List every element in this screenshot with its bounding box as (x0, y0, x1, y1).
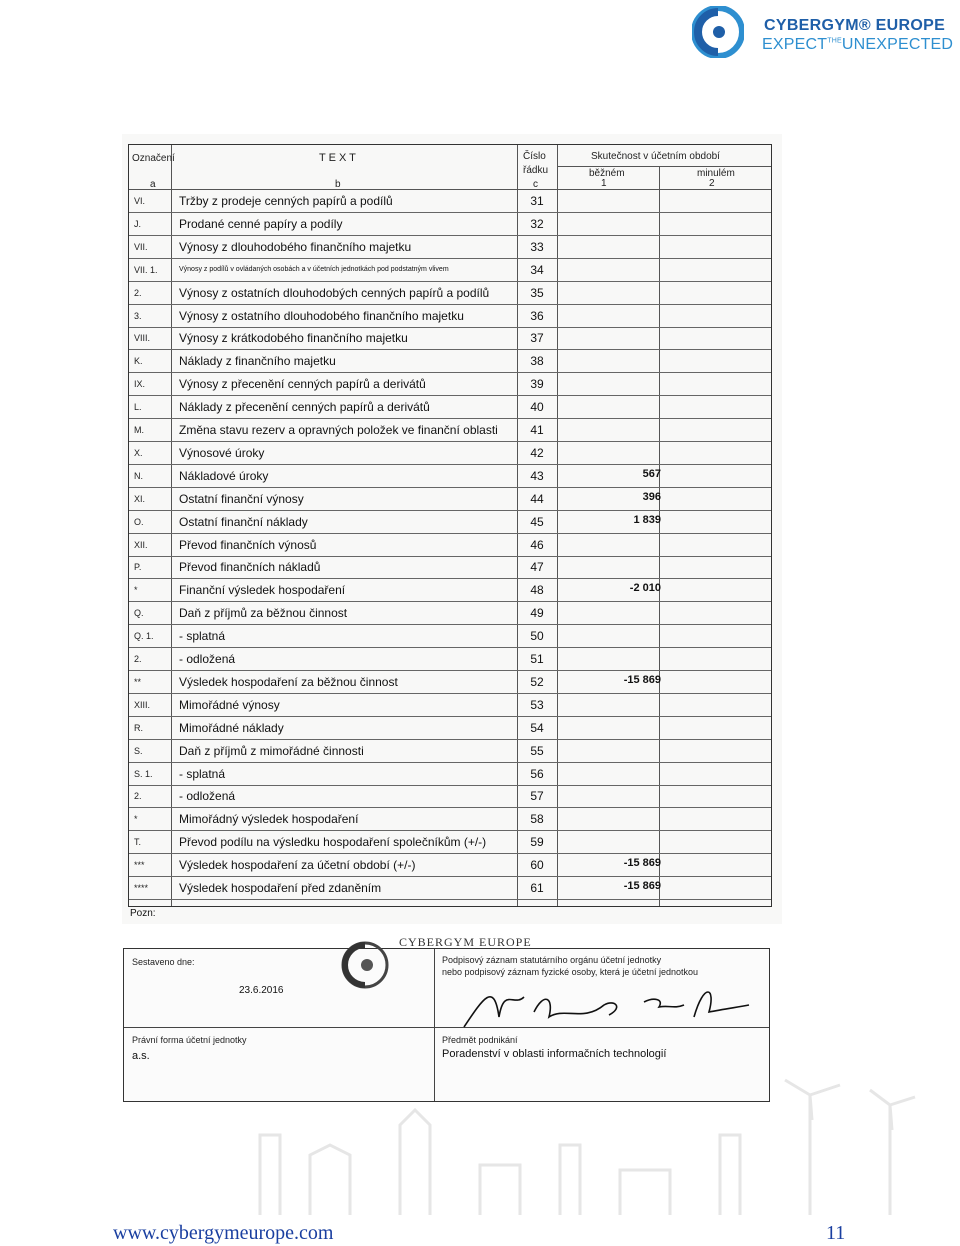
table-row (129, 305, 771, 328)
row-code: Q. 1. (134, 631, 154, 642)
table-row (129, 488, 771, 511)
table-row (129, 236, 771, 259)
row-code: K. (134, 356, 143, 367)
signature-label-1: Podpisový záznam statutárního orgánu účetní jednotky (442, 955, 662, 965)
row-number: 39 (530, 377, 544, 392)
row-number: 41 (530, 423, 544, 437)
row-current-value: -2 010 (629, 582, 661, 595)
business-subject-label: Předmět podnikání (442, 1035, 518, 1045)
row-text: Mimořádné výnosy (179, 697, 280, 712)
col-label-2: 2 (709, 178, 715, 189)
row-code: T. (134, 837, 142, 848)
row-text: Změna stavu rezerv a opravných položek ve finanční oblasti (179, 423, 498, 437)
stamp-title: CYBERGYM EUROPE (399, 935, 532, 949)
note-label: Pozn: (130, 908, 156, 919)
row-current-value: -15 869 (623, 673, 661, 686)
col-label-b: b (335, 179, 341, 190)
table-row (129, 602, 771, 625)
row-number: 55 (530, 743, 544, 758)
table-row (129, 763, 771, 786)
row-code: VII. (134, 241, 148, 252)
table-row (129, 465, 771, 488)
row-text: Tržby z prodeje cenných papírů a podílů (179, 194, 393, 208)
row-code: X. (134, 447, 143, 458)
legal-form: a.s. (132, 1050, 150, 1062)
table-row (129, 648, 771, 671)
row-number: 34 (530, 262, 544, 277)
row-number: 53 (530, 697, 544, 712)
col-header-oznaceni: Označení (132, 153, 175, 164)
row-number: 52 (530, 674, 544, 689)
row-text: Ostatní finanční výnosy (179, 491, 304, 506)
row-number: 47 (530, 560, 544, 575)
table-row (129, 511, 771, 534)
row-text: Výnosy z dlouhodobého finančního majetku (179, 239, 412, 254)
row-code: XI. (134, 493, 146, 504)
table-row (129, 213, 771, 236)
row-number: 43 (530, 468, 544, 483)
row-code: 2. (134, 791, 142, 802)
row-number: 57 (530, 789, 544, 804)
row-code: R. (134, 722, 143, 733)
compiled-date: 23.6.2016 (239, 985, 284, 996)
table-row (129, 717, 771, 740)
row-text: Náklady z finančního majetku (179, 354, 336, 369)
table-row (129, 282, 771, 305)
col-header-minulem: minulém (697, 168, 735, 179)
row-text: Mimořádné náklady (179, 720, 284, 735)
row-code: M. (134, 425, 144, 435)
row-number: 32 (530, 216, 544, 231)
row-text: Finanční výsledek hospodaření (179, 583, 346, 598)
row-text: Převod podílu na výsledku hospodaření společníkům (+/-) (179, 835, 487, 850)
table-row (129, 854, 771, 877)
legal-form-label: Právní forma účetní jednotky (132, 1035, 247, 1045)
table-row (129, 419, 771, 442)
row-text: Výsledek hospodaření před zdaněním (179, 881, 382, 895)
col-header-beznem: běžném (589, 168, 625, 179)
col-header-text: T E X T (319, 152, 356, 164)
row-number: 60 (530, 858, 544, 873)
row-current-value: 1 839 (633, 513, 661, 526)
row-number: 49 (530, 606, 544, 621)
table-row (129, 694, 771, 717)
row-number: 40 (530, 400, 544, 415)
income-statement-table (128, 144, 772, 907)
row-number: 33 (530, 239, 544, 254)
col-label-c: c (533, 179, 538, 190)
row-text: Výnosy z podílů v ovládaných osobách a v účetních jednotkách pod podstatným vlivem (179, 265, 449, 273)
row-code: *** (134, 860, 145, 871)
col-header-skutecnost: Skutečnost v účetním období (591, 151, 720, 162)
cybergym-logo-icon (692, 6, 744, 58)
row-number: 42 (530, 445, 544, 460)
row-code: IX. (134, 379, 146, 390)
table-row (129, 740, 771, 763)
row-current-value: -15 869 (623, 857, 661, 870)
table-row (129, 556, 771, 579)
row-number: 61 (530, 881, 544, 895)
row-number: 54 (530, 720, 544, 735)
row-number: 44 (530, 491, 544, 506)
row-code: J. (134, 218, 142, 229)
table-row (129, 442, 771, 465)
col-header-radku: řádku (523, 165, 549, 176)
row-code: S. 1. (134, 768, 153, 779)
row-text: Výnosy z přecenění cenných papírů a derivátů (179, 377, 426, 392)
row-number: 51 (530, 652, 544, 666)
row-text: - odložená (179, 789, 236, 804)
row-number: 45 (530, 514, 544, 529)
row-number: 56 (530, 766, 544, 781)
row-number: 38 (530, 354, 544, 369)
row-number: 46 (530, 537, 544, 552)
row-code: N. (134, 470, 143, 481)
row-text: Výsledek hospodaření za běžnou činnost (179, 674, 398, 689)
row-code: * (134, 814, 138, 825)
row-number: 50 (530, 629, 544, 644)
business-subject: Poradenství v oblasti informačních technologií (442, 1048, 667, 1060)
row-code: L. (134, 402, 142, 413)
table-row (129, 671, 771, 694)
table-row (129, 373, 771, 396)
row-code: * (134, 585, 138, 596)
table-row (129, 831, 771, 854)
row-text: - splatná (179, 766, 226, 781)
row-text: Daň z příjmů za běžnou činnost (179, 606, 348, 621)
row-number: 58 (530, 812, 544, 827)
row-current-value: -15 869 (623, 880, 661, 892)
table-row (129, 534, 771, 557)
row-code: S. (134, 745, 143, 756)
row-code: Q. (134, 608, 144, 619)
row-number: 36 (530, 308, 544, 323)
brand-tagline: $EXPECT^{THE}UNEXPECTED$ (762, 36, 954, 53)
row-text: Ostatní finanční náklady (179, 514, 308, 529)
row-code: 3. (134, 310, 142, 321)
row-text: Výnosy z ostatních dlouhodobých cenných papírů a podílů (179, 285, 490, 300)
table-row (129, 579, 771, 602)
row-code: ** (134, 676, 142, 687)
table-row (129, 785, 771, 808)
col-label-a: a (150, 179, 156, 190)
page-number: 11 (826, 1222, 846, 1244)
row-text: Daň z příjmů z mimořádné činnosti (179, 743, 364, 758)
row-number: 48 (530, 583, 544, 598)
footer-url[interactable]: www.cybergymeurope.com (113, 1222, 334, 1244)
brand-logo (692, 6, 954, 62)
row-code: XII. (134, 539, 148, 550)
row-text: Nákladové úroky (179, 468, 269, 483)
handwritten-signature (454, 977, 754, 1032)
table-row (129, 259, 771, 282)
row-number: 35 (530, 285, 544, 300)
table-row (129, 625, 771, 648)
row-code: VIII. (134, 333, 151, 344)
compiled-date-label: Sestaveno dne: (132, 957, 195, 967)
row-text: Výsledek hospodaření za účetní období (+/-) (179, 858, 416, 873)
skyline-decoration (200, 1075, 960, 1215)
row-number: 59 (530, 835, 544, 850)
row-code: O. (134, 516, 144, 527)
table-row (129, 396, 771, 419)
row-text: Výnosy z krátkodobého finančního majetku (179, 331, 408, 346)
row-current-value: 396 (642, 490, 661, 503)
row-text: Převod finančních nákladů (179, 560, 321, 575)
col-header-cislo: Číslo (523, 151, 546, 162)
row-code: **** (134, 883, 149, 893)
row-code: 2. (134, 654, 142, 664)
table-row (129, 327, 771, 350)
row-text: - splatná (179, 629, 226, 644)
row-text: - odložená (179, 652, 236, 666)
row-text: Mimořádný výsledek hospodaření (179, 812, 359, 827)
col-label-1: 1 (601, 178, 607, 189)
row-code: 2. (134, 287, 142, 298)
row-code: P. (134, 562, 142, 573)
row-text: Výnosy z ostatního dlouhodobého finančního majetku (179, 308, 464, 323)
row-current-value: 567 (642, 467, 661, 480)
row-code: VII. 1. (134, 264, 158, 275)
row-text: Prodané cenné papíry a podíly (179, 216, 343, 231)
brand-name: CYBERGYM® EUROPE (764, 17, 946, 34)
row-code: VI. (134, 196, 146, 206)
row-text: Náklady z přecenění cenných papírů a derivátů (179, 400, 430, 415)
signature-label-2: nebo podpisový záznam fyzické osoby, která je účetní jednotkou (442, 967, 698, 977)
row-code: XIII. (134, 699, 151, 710)
table-row (129, 808, 771, 831)
row-number: 37 (530, 331, 544, 346)
row-number: 31 (530, 194, 544, 208)
table-row (129, 190, 771, 213)
stamp-emblem-icon (339, 935, 395, 995)
table-row (129, 350, 771, 373)
table-row (129, 877, 771, 900)
row-text: Výnosové úroky (179, 445, 265, 460)
row-text: Převod finančních výnosů (179, 537, 317, 552)
